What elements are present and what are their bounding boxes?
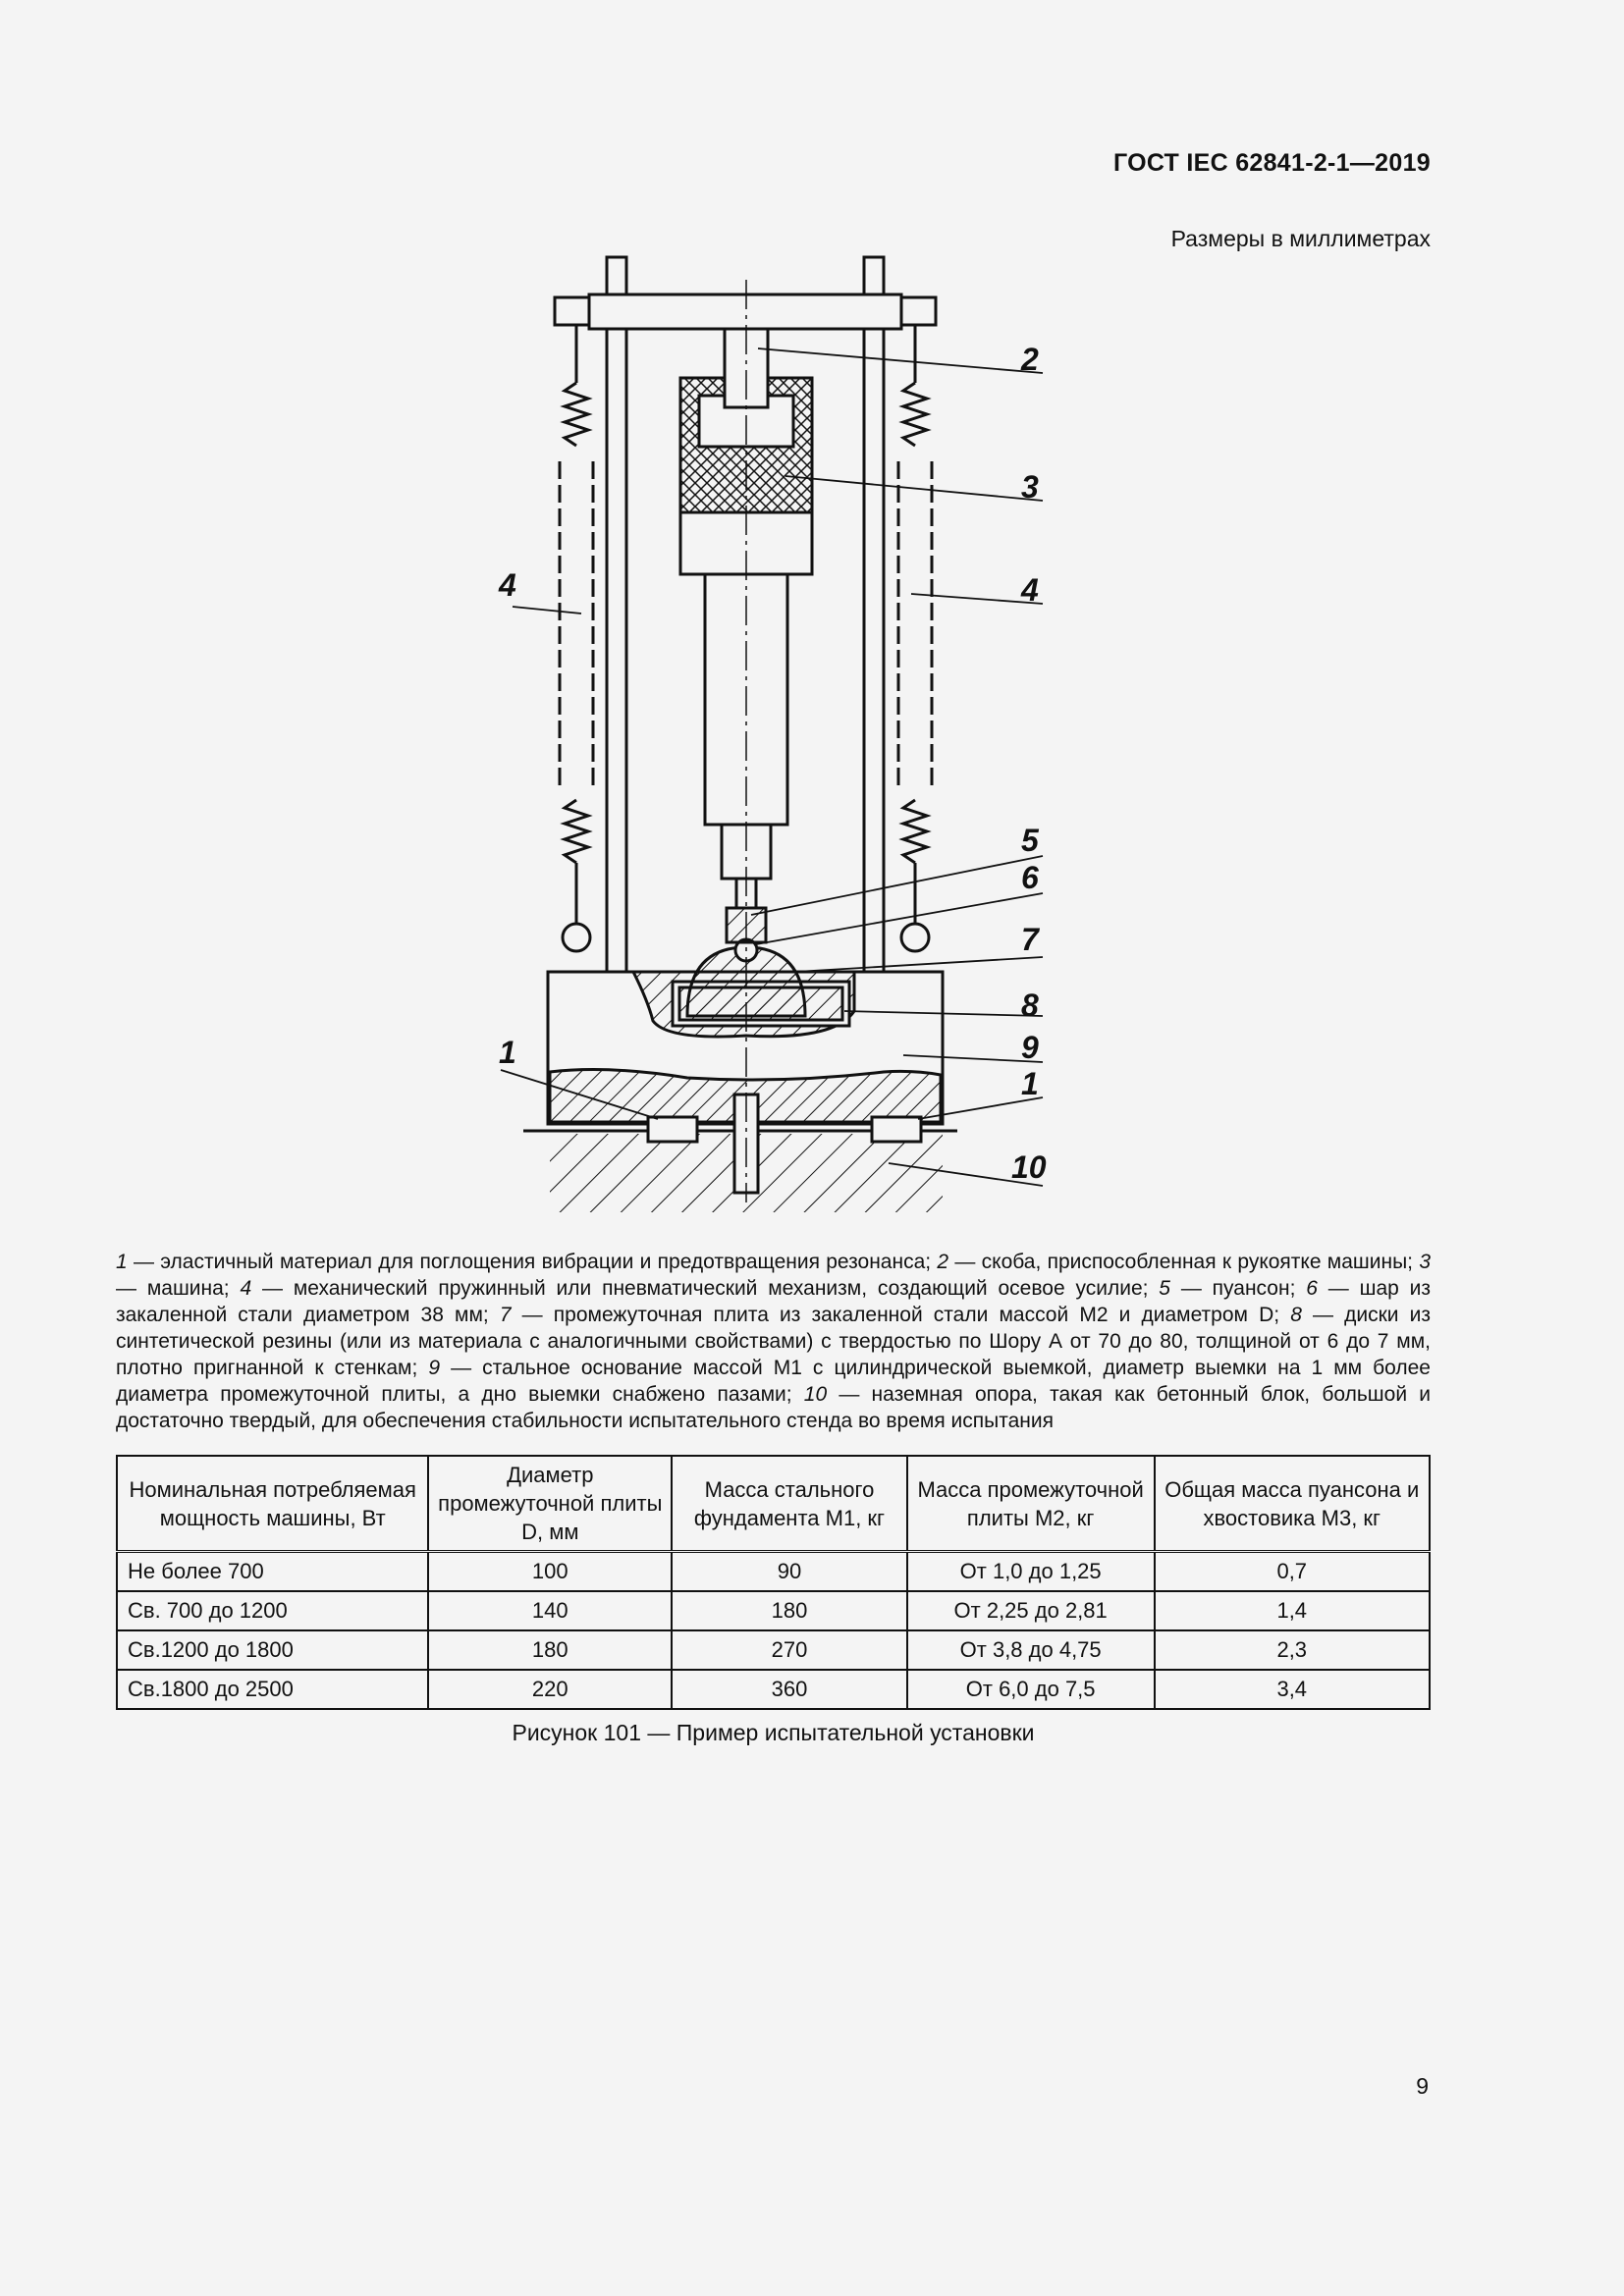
header-plate-mass: Масса промежуточной плиты M2, кг <box>907 1456 1155 1552</box>
table-row <box>117 1630 1430 1670</box>
header-base-mass: Масса стального фундамента M1, кг <box>672 1456 907 1552</box>
table-cell: От 1,0 до 1,25 <box>907 1552 1155 1592</box>
legend-text-5: — пуансон; <box>1169 1277 1307 1300</box>
table-cell: 180 <box>672 1591 907 1630</box>
table-cell: 3,4 <box>1155 1670 1430 1709</box>
legend-text-7: — промежуточная плита из закаленной стали массой M2 и диаметром D; <box>511 1304 1291 1326</box>
table-cell: 90 <box>672 1552 907 1592</box>
table-cell: 100 <box>428 1552 672 1592</box>
legend-num-2: 2 <box>937 1251 949 1273</box>
callout-3: 3 <box>1021 469 1039 505</box>
callout-8: 8 <box>1021 988 1039 1023</box>
callout-10: 10 <box>1011 1149 1047 1185</box>
legend-num-10: 10 <box>803 1383 828 1406</box>
callout-5: 5 <box>1021 823 1039 858</box>
header-diameter: Диаметр промежуточной плиты D, мм <box>428 1456 672 1552</box>
legend-num-7: 7 <box>499 1304 512 1326</box>
callout-2: 2 <box>1021 342 1039 377</box>
legend-num-8: 8 <box>1290 1304 1302 1326</box>
figure-caption: Рисунок 101 — Пример испытательной установки <box>512 1720 1035 1745</box>
table-cell: От 6,0 до 7,5 <box>907 1670 1155 1709</box>
table-cell: 270 <box>672 1630 907 1670</box>
legend-text-6: — шар из закаленной стали диаметром 38 мм; <box>116 1277 1431 1326</box>
legend-text-3: — машина; <box>116 1277 241 1300</box>
test-setup-drawing <box>491 240 1060 1212</box>
legend-text-1: — эластичный материал для поглощения вибрации и предотвращения резонанса; <box>127 1251 938 1273</box>
callout-4-right: 4 <box>1021 572 1039 608</box>
dimensions-note: Размеры в миллиметрах <box>1170 226 1431 251</box>
table-cell: 1,4 <box>1155 1591 1430 1630</box>
legend-text-4: — механический пружинный или пневматический механизм, создающий осевое усилие; <box>251 1277 1160 1300</box>
callout-1-right: 1 <box>1021 1066 1039 1101</box>
callout-4-left: 4 <box>499 567 516 603</box>
figure-legend <box>116 1249 1431 1434</box>
table-cell: 220 <box>428 1670 672 1709</box>
table-cell: Св.1800 до 2500 <box>117 1670 428 1709</box>
legend-text-2: — скоба, приспособленная к рукоятке машины; <box>948 1251 1420 1273</box>
page-number: 9 <box>1416 2073 1429 2099</box>
callout-7: 7 <box>1021 922 1039 957</box>
table-cell: 2,3 <box>1155 1630 1430 1670</box>
legend-text-8: — диски из синтетической резины (или из материала с аналогичными свойствами) с твердостью по Шору А от 70 до 80, толщиной от 6 до 7 мм, плотно пригнанной к стенкам; <box>116 1304 1431 1379</box>
table-row <box>117 1670 1430 1709</box>
header-punch-mass: Общая масса пуансона и хвостовика M3, кг <box>1155 1456 1430 1552</box>
table-cell: От 3,8 до 4,75 <box>907 1630 1155 1670</box>
table-cell: 180 <box>428 1630 672 1670</box>
parameters-table <box>116 1455 1431 1710</box>
table-cell: Св.1200 до 1800 <box>117 1630 428 1670</box>
callout-9: 9 <box>1021 1030 1039 1065</box>
table-cell: 140 <box>428 1591 672 1630</box>
legend-num-5: 5 <box>1159 1277 1170 1300</box>
table-cell: 0,7 <box>1155 1552 1430 1592</box>
header-power: Номинальная потребляемая мощность машины, Вт <box>117 1456 428 1552</box>
table-cell: От 2,25 до 2,81 <box>907 1591 1155 1630</box>
legend-num-9: 9 <box>428 1357 441 1379</box>
legend-num-4: 4 <box>240 1277 252 1300</box>
legend-num-3: 3 <box>1419 1251 1431 1273</box>
callout-1-left: 1 <box>499 1035 516 1070</box>
table-cell: Св. 700 до 1200 <box>117 1591 428 1630</box>
legend-num-6: 6 <box>1306 1277 1318 1300</box>
table-header-row <box>117 1456 1430 1552</box>
callout-6: 6 <box>1021 860 1039 895</box>
standard-number: ГОСТ IEC 62841-2-1—2019 <box>1112 149 1431 177</box>
table-row <box>117 1552 1430 1592</box>
legend-text-9: — стальное основание массой M1 с цилиндрической выемкой, диаметр выемки на 1 мм более диаметра промежуточной плиты, а дно выемки снабжено пазами; <box>116 1357 1431 1406</box>
legend-text-10: — наземная опора, такая как бетонный блок, большой и достаточно твердый, для обеспечения стабильности испытательного стенда во время испытания <box>116 1383 1431 1432</box>
legend-num-1: 1 <box>116 1251 128 1273</box>
table-cell: 360 <box>672 1670 907 1709</box>
table-row <box>117 1591 1430 1630</box>
table-cell: Не более 700 <box>117 1552 428 1592</box>
